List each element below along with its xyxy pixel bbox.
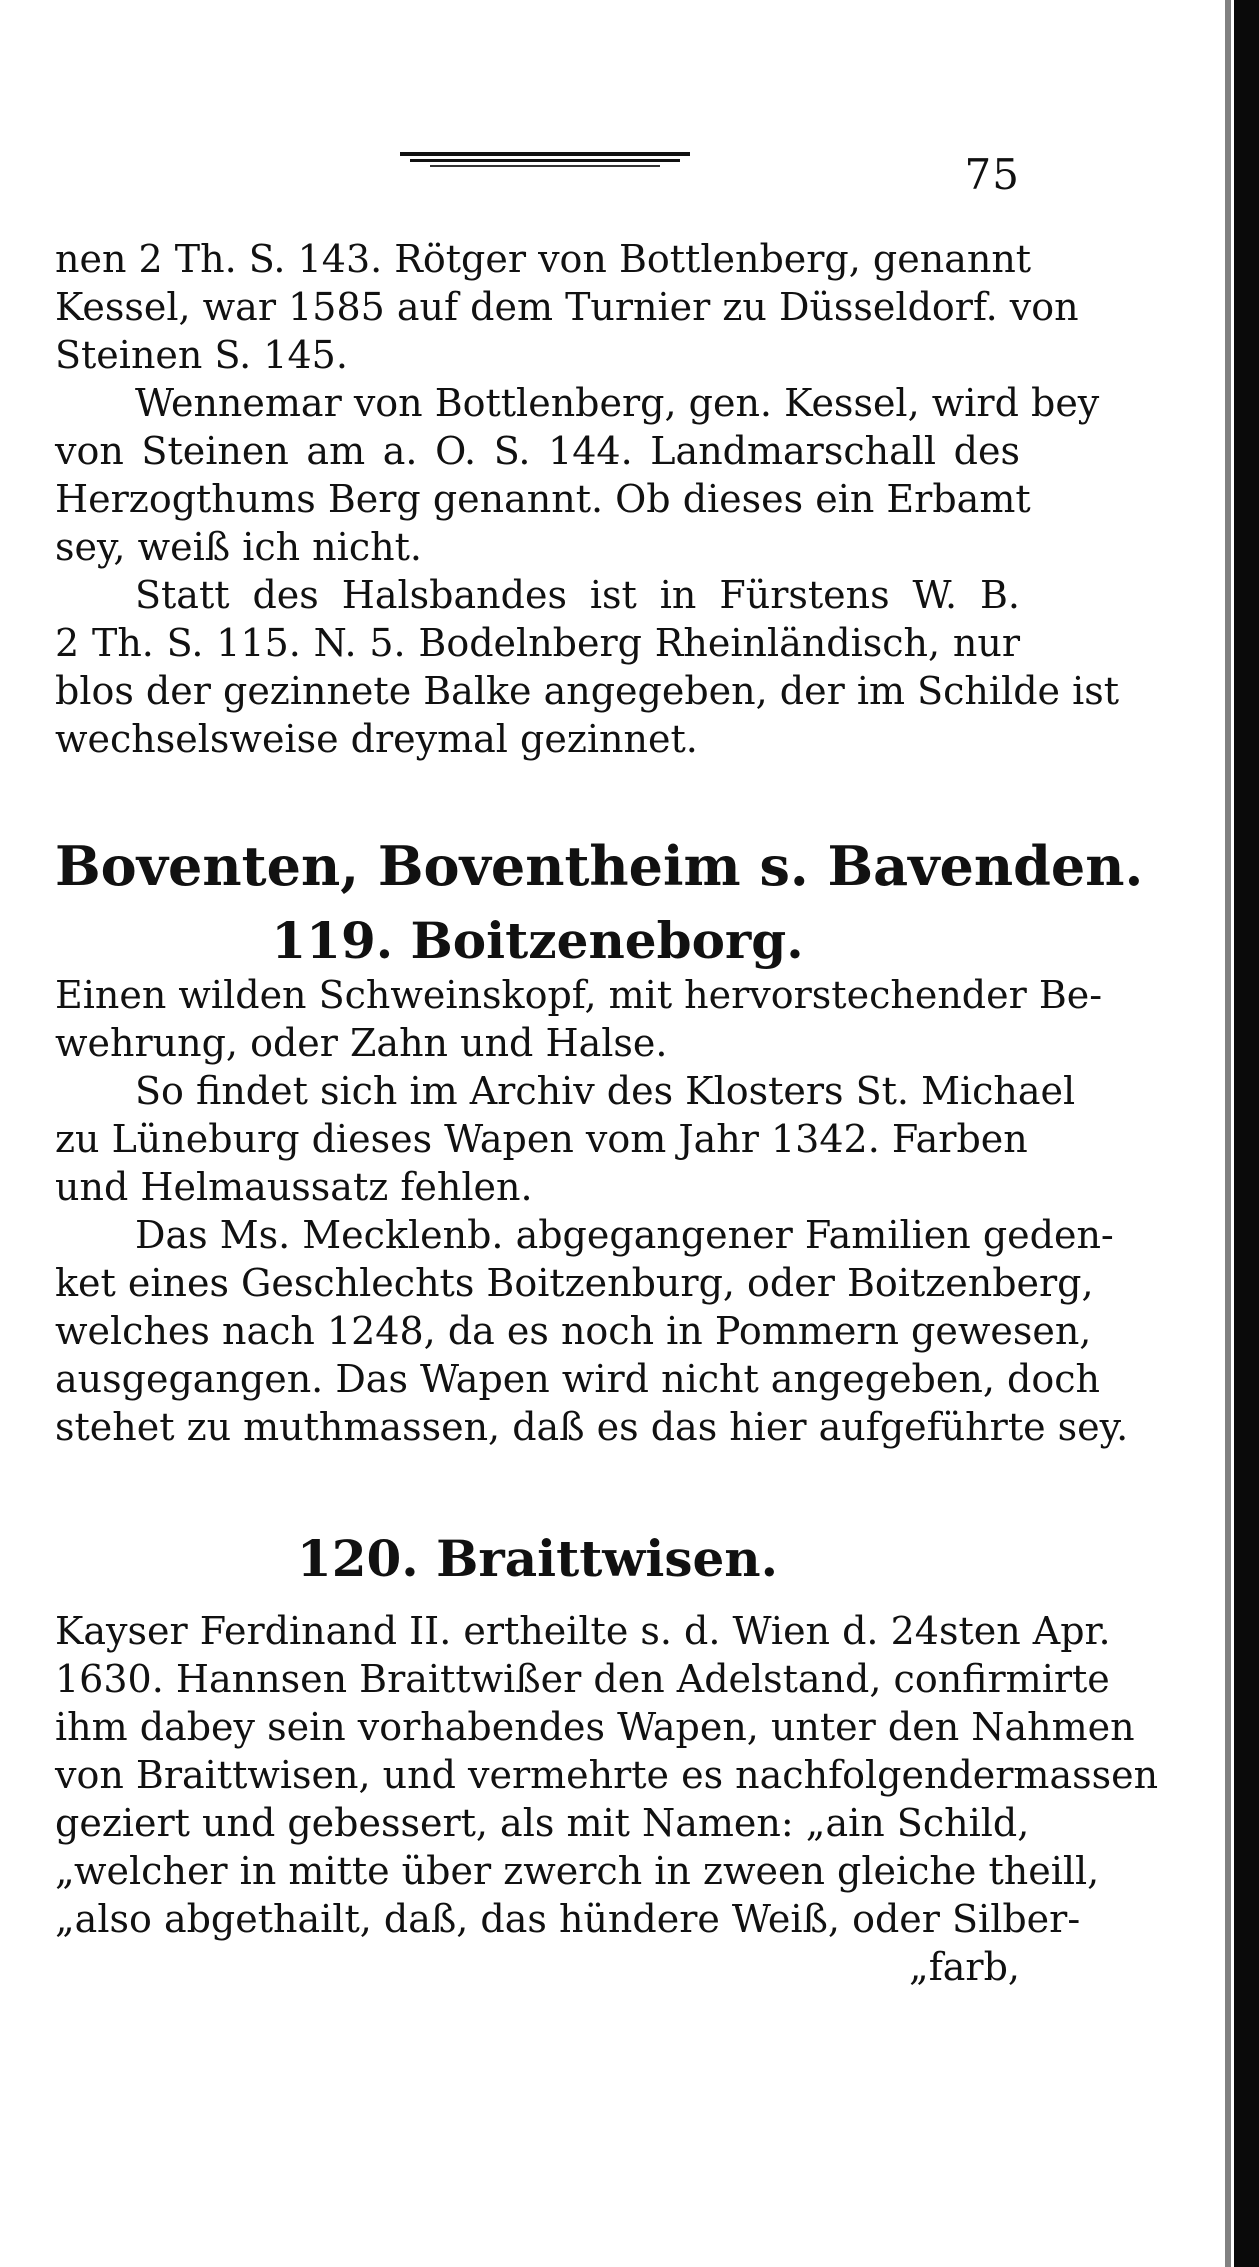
text-line: welches nach 1248, da es noch in Pommern gewesen, [55, 1309, 1092, 1353]
text-line: Herzogthums Berg genannt. Ob dieses ein Erbamt [55, 477, 1031, 521]
text-line: „also abgethailt, daß, das hündere Weiß, oder Silber- [55, 1897, 1081, 1941]
text-line: blos der gezinnete Balke angegeben, der im Schilde ist [55, 669, 1120, 713]
text-line: Steinen S. 145. [55, 333, 348, 377]
page-number: 75 [964, 150, 1020, 199]
text-line: geziert und gebessert, als mit Namen: „ain Schild, [55, 1801, 1030, 1845]
text-line: ket eines Geschlechts Boitzenburg, oder Boitzenberg, [55, 1261, 1094, 1305]
text-line: und Helmaussatz fehlen. [55, 1165, 533, 1209]
text-line: Einen wilden Schweinskopf, mit hervorstechender Be- [55, 973, 1103, 1017]
text-line: Das Ms. Mecklenb. abgegangener Familien geden- [135, 1213, 1114, 1257]
text-line: 1630. Hannsen Braittwißer den Adelstand, confirmirte [55, 1657, 1110, 1701]
entry-heading: 120. Braittwisen. [296, 1529, 779, 1588]
text-line: stehet zu muthmassen, daß es das hier aufgeführte sey. [55, 1405, 1129, 1449]
text-line: von Steinen am a. O. S. 144. Landmarschall des [55, 429, 1020, 473]
page-binding-edge [1234, 0, 1259, 2267]
text-line: nen 2 Th. S. 143. Rötger von Bottlenberg, genannt [55, 237, 1032, 281]
text-line: 2 Th. S. 115. N. 5. Bodelnberg Rheinländisch, nur [55, 621, 1020, 665]
text-line: „welcher in mitte über zwerch in zween gleiche theill, [55, 1849, 1100, 1893]
text-line: Kessel, war 1585 auf dem Turnier zu Düsseldorf. von [55, 285, 1079, 329]
text-line: von Braittwisen, und vermehrte es nachfolgendermassen [55, 1753, 1159, 1797]
text-line: So findet sich im Archiv des Klosters St. Michael [135, 1069, 1076, 1113]
catchword: „farb, [909, 1945, 1020, 1989]
page-body [55, 235, 1159, 1991]
text-line: Statt des Halsbandes ist in Fürstens W. B. [135, 573, 1020, 617]
text-line: sey, weiß ich nicht. [55, 525, 422, 569]
text-line: ihm dabey sein vorhabendes Wapen, unter den Nahmen [55, 1705, 1135, 1749]
header-ornament-rule [400, 148, 690, 170]
entry-heading: 119. Boitzeneborg. [271, 911, 804, 970]
text-line: wehrung, oder Zahn und Halse. [55, 1021, 668, 1065]
text-line: wechselsweise dreymal gezinnet. [55, 717, 698, 761]
text-line: Wennemar von Bottlenberg, gen. Kessel, wird bey [135, 381, 1100, 425]
text-line: Kayser Ferdinand II. ertheilte s. d. Wien d. 24sten Apr. [55, 1609, 1111, 1653]
text-line: ausgegangen. Das Wapen wird nicht angegeben, doch [55, 1357, 1100, 1401]
text-line: zu Lüneburg dieses Wapen vom Jahr 1342. Farben [55, 1117, 1028, 1161]
section-heading: Boventen, Boventheim s. Bavenden. [55, 834, 1144, 898]
